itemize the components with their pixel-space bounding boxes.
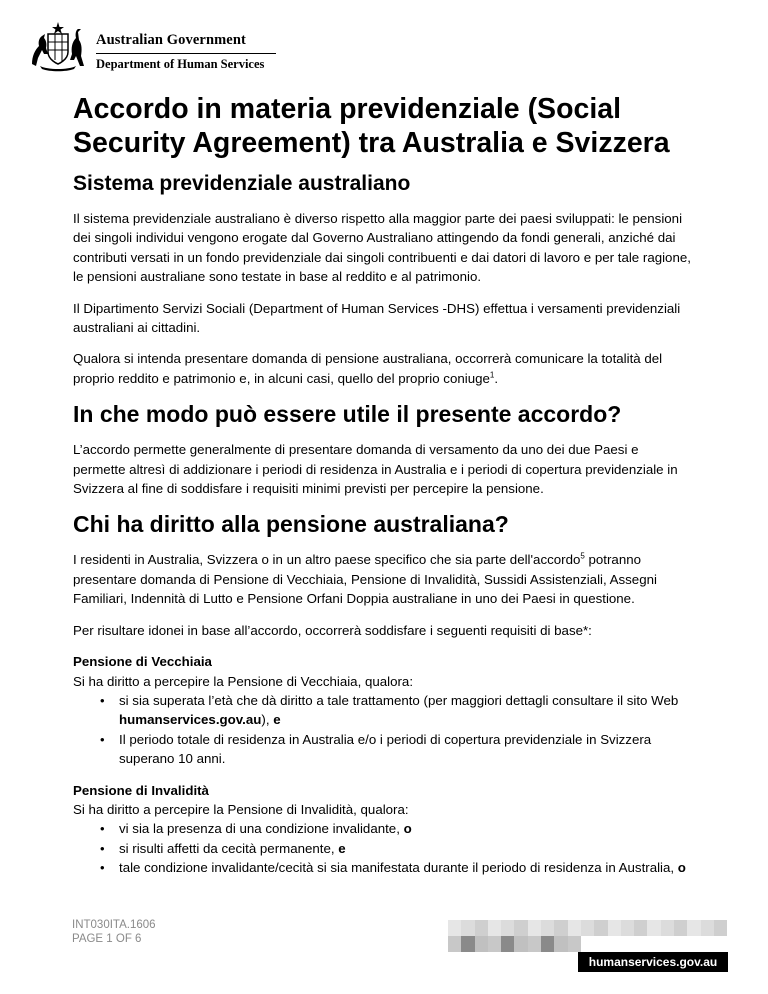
pattern-square [541,936,554,952]
pattern-square [608,936,621,952]
pattern-square [621,920,634,936]
document-code [72,918,156,946]
document-title: Accordo in materia previdenziale (Social Security Agreement) tra Australia e Svizzera [73,93,670,159]
pattern-square [634,920,647,936]
pattern-square [581,936,594,952]
pattern-square [514,920,527,936]
pattern-square [501,920,514,936]
pattern-square [674,936,687,952]
paragraph: Il Dipartimento Servizi Sociali (Department of Human Services -DHS) effettua i versamenti previdenziali australiani ai cittadini. [73,300,681,336]
pattern-square [488,920,501,936]
footnote-ref: 1 [489,370,495,380]
bullet-icon: • [100,731,105,747]
pattern-square [687,920,700,936]
pattern-square [714,920,727,936]
pattern-square [554,936,567,952]
pattern-square [528,920,541,936]
paragraph: I residenti in Australia, Svizzera o in un altro paese specifico che sia parte dell'accordo$^5$ potranno presentare domanda di Pensione di Vecchiaia, Pensione di Invalidità, Sussidi Assistenziali, Assegni Familiari, Indennità di Lutto e Pensione Orfani Doppia australiane in uno dei Paesi in questione. [73,552,657,607]
bullet-icon: • [100,692,105,708]
pattern-square [581,920,594,936]
paragraph: Il sistema previdenziale australiano è diverso rispetto alla maggior parte dei paesi sviluppati: le pensioni dei singoli individui vengono erogate dal Governo Australiano attingendo da fondi generali, anziché dai contributi versati in un fondo previdenziale dai singoli contribuenti e dai datori di lavoro e per tale ragione, le pensioni australiane sono testate in base al reddito e al patrimonio. [73,211,691,285]
header-rule [96,53,276,54]
pattern-square [475,920,488,936]
section-heading-australian-system: Sistema previdenziale australiano [73,172,411,195]
pattern-square [448,936,461,952]
pattern-square [475,936,488,952]
pattern-square [554,920,567,936]
subheading-old-age-pension: Pensione di Vecchiaia [73,654,212,670]
paragraph: Si ha diritto a percepire la Pensione di Vecchiaia, qualora: [73,673,414,689]
bullet-icon: • [100,821,105,837]
paragraph: Qualora si intenda presentare domanda di pensione australiana, occorrerà comunicare la totalità del proprio reddito e patrimonio e, in alcuni casi, quello del proprio coniuge$^1$. [73,351,663,386]
document-body [73,92,693,878]
pattern-square [514,936,527,952]
list-item: • Il periodo totale di residenza in Australia e/o i periodi di copertura previdenziale in Svizzera superano 10 anni. [100,731,652,767]
pattern-square [608,920,621,936]
government-wordmark [96,32,276,72]
pattern-square [568,920,581,936]
pattern-square [488,936,501,952]
paragraph: Si ha diritto a percepire la Pensione di Invalidità, qualora: [73,801,409,817]
pattern-square [568,936,581,952]
pattern-square [501,936,514,952]
page-header [26,20,276,74]
pattern-square [461,936,474,952]
pattern-square [528,936,541,952]
website-label: humanservices.gov.au [578,952,728,972]
paragraph: Per risultare idonei in base all’accordo, occorrerà soddisfare i seguenti requisiti di base*: [73,622,592,638]
subheading-disability-pension: Pensione di Invalidità [73,782,209,798]
pattern-square [661,920,674,936]
section-heading-eligibility: Chi ha diritto alla pensione australiana? [73,511,509,538]
pattern-square [661,936,674,952]
pattern-square [647,920,660,936]
list-item: • tale condizione invalidante/cecità si sia manifestata durante il periodo di residenza in Australia, o [73,858,693,877]
pattern-square [687,936,700,952]
footnote-ref: 5 [580,552,585,562]
pixel-pattern [448,920,728,952]
old-age-criteria-list [73,691,693,769]
pattern-square [541,920,554,936]
pattern-square [594,920,607,936]
pattern-square [461,920,474,936]
form-code: INT030ITA.1606 [72,919,156,931]
pattern-square [634,936,647,952]
footer-brand-bar [448,920,728,972]
pattern-square [701,936,714,952]
page-number: PAGE 1 OF 6 [72,933,142,945]
pattern-square [701,920,714,936]
department-name: Department of Human Services [96,57,265,71]
pattern-square [714,936,727,952]
paragraph: L’accordo permette generalmente di presentare domanda di versamento da uno dei due Paesi e permette altresì di addizionare i periodi di residenza in Australia e i periodi di copertura previdenziale in Svizzera al fine di soddisfare i requisiti minimi previsti per percepire la pensione. [73,442,678,497]
bullet-icon: • [100,860,105,876]
gov-name: Australian Government [96,32,246,48]
pattern-square [621,936,634,952]
pattern-square [674,920,687,936]
coat-of-arms-logo [26,20,90,72]
pattern-square [594,936,607,952]
pattern-square [448,920,461,936]
disability-criteria-list [73,819,693,877]
list-item: • si sia superata l’età che dà diritto a tale trattamento (per maggiori dettagli consultare il sito Web humanservices.gov.au), e [100,692,679,728]
section-heading-agreement-use: In che modo può essere utile il presente accordo? [73,401,622,428]
bullet-icon: • [100,840,105,856]
list-item: • si risulti affetti da cecità permanente, e [73,839,693,858]
list-item: • vi sia la presenza di una condizione invalidante, o [73,819,693,838]
pattern-square [647,936,660,952]
